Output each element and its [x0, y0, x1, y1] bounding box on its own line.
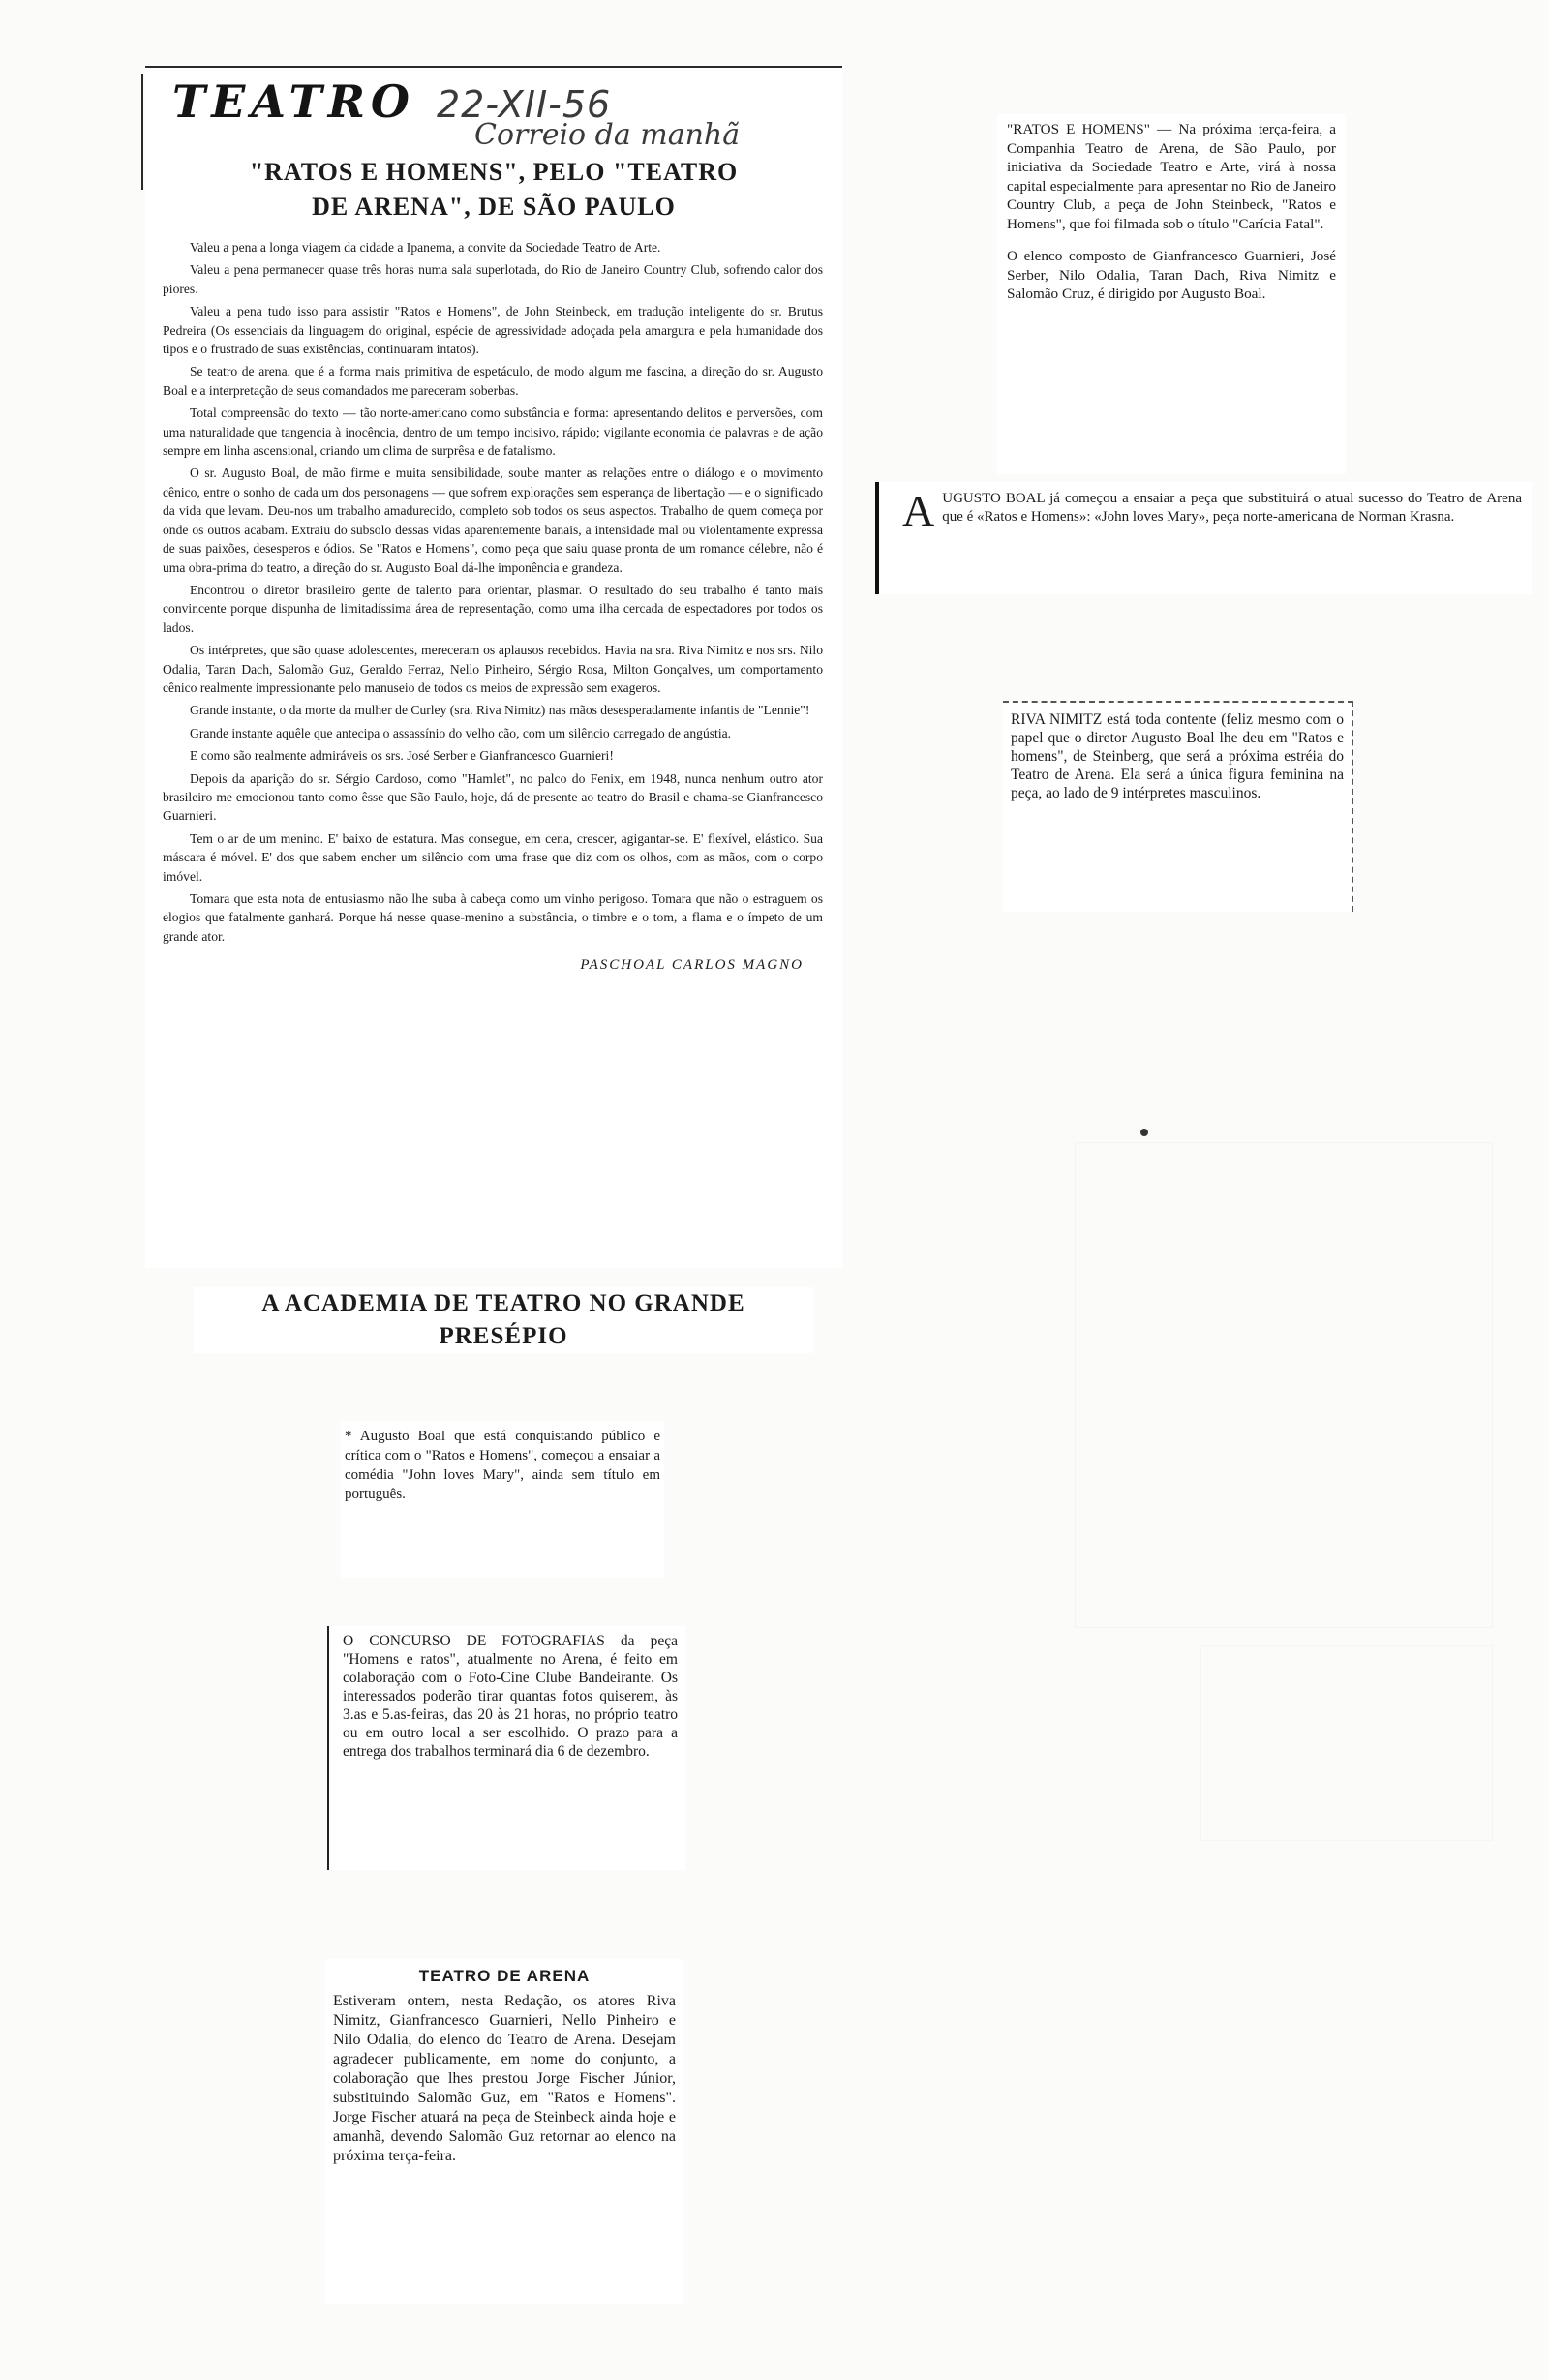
article-paragraph: Grande instante aquêle que antecipa o assassínio do velho cão, com um silêncio carregado de angústia.: [190, 725, 732, 740]
article-headline: [165, 155, 823, 225]
ratos-note: [997, 114, 1346, 474]
handwritten-date: 22-XII-56: [437, 83, 612, 126]
arena-note-text: Estiveram ontem, nesta Redação, os atores Riva Nimitz, Gianfrancesco Guarnieri, Nello Pinheiro e Nilo Odalia, do elenco do Teatro de Arena. Desejam agradecer publicamente, em nome do conjunto, a colaboração que lhes prestou Jorge Fischer Júnior, substituindo Salomão Guz, em "Ratos e Homens". Jorge Fischer atuará na peça de Steinbeck ainda hoje e amanhã, devendo Salomão Guz retornar ao elenco na próxima terça-feira.: [333, 1993, 676, 2164]
article-paragraph: Valeu a pena permanecer quase três horas numa sala superlotada, do Rio de Janeiro Country Club, sofrendo calor dos piores.: [163, 262, 823, 296]
concurso-note-text: O CONCURSO DE FOTOGRAFIAS da peça "Homens e ratos", atualmente no Arena, é feito em colaboração com o Foto-Cine Clube Bandeirante. Os interessados poderão tirar quantas fotos quiserem, às 3.as e 5.as-feiras, das 20 às 21 horas, no próprio teatro ou em outro local a ser escolhido. O prazo para a entrega dos trabalhos terminará dia 6 de dezembro.: [343, 1633, 678, 1760]
arena-note-title: TEATRO DE ARENA: [418, 1967, 591, 1985]
handwritten-source: Correio da manhã: [474, 118, 741, 152]
ratos-note-paragraph-1: "RATOS E HOMENS" — Na próxima terça-feira, a Companhia Teatro de Arena, de São Paulo, por iniciativa da Sociedade Teatro e Arte, virá à nossa capital especialmente para apresentar no Rio de Janeiro Country Club, a peça de John Steinbeck, "Ratos e Homens", que foi filmada sob o título "Carícia Fatal".: [1007, 121, 1336, 232]
academia-note-text: * Augusto Boal que está conquistando público e crítica com o "Ratos e Homens", começou a ensaiar a comédia "John loves Mary", ainda sem título em português.: [345, 1429, 660, 1502]
article-paragraph: Encontrou o diretor brasileiro gente de talento para orientar, plasmar. O resultado do seu trabalho é tanto mais convincente porque dispunha de limitadíssima área de representação, como uma ilha cercada de espectadores por todos os lados.: [163, 582, 823, 635]
article-paragraph: O sr. Augusto Boal, de mão firme e muita sensibilidade, soube manter as relações entre o diálogo e o movimento cênico, entre o sonho de cada um dos personagens — que sofrem explorações sem esperança de libertação — e o significado da vida que levam. Deu-nos um trabalho amadurecido, completo sob todos os seus aspectos. Trabalho de quem começa por onde os outros acabam. Extraiu do subsolo dessas vidas aparentemente banais, a intensidade mal ou violentamente expressa de suas paixões, desesperos e ódios. Se "Ratos e Homens", como peça que saiu quase pronta de um romance célebre, não é uma obra-prima do teatro, a direção do sr. Augusto Boal dá-lhe imponência e grandeza.: [163, 466, 823, 575]
article-paragraph: Os intérpretes, que são quase adolescentes, mereceram os aplausos recebidos. Havia na sra. Riva Nimitz e nos srs. Nilo Odalia, Taran Dach, Salomão Guz, Geraldo Ferraz, Nello Pinheiro, Sérgio Rosa, Milton Gonçalves, um comportamento cênico realmente impressionante pelo manuseio de todos os meios de expressão sem exageros.: [163, 643, 823, 695]
article-paragraph: Valeu a pena a longa viagem da cidade a Ipanema, a convite da Sociedade Teatro de Arte.: [190, 240, 661, 255]
riva-note: [1003, 701, 1353, 912]
article-paragraph: Depois da aparição do sr. Sérgio Cardoso, como "Hamlet", no palco do Fenix, em 1948, nunca nenhum outro ator brasileiro me emocionou tanto como êsse que São Paulo, hoje, dá de presente ao teatro do Brasil e chama-se Gianfrancesco Guarnieri.: [163, 770, 823, 824]
pin-mark: [1140, 1129, 1148, 1136]
article-paragraph: Se teatro de arena, que é a forma mais primitiva de espetáculo, de modo algum me fascina, a direção do sr. Augusto Boal e a interpretação de seus comandados me pareceram soberbas.: [163, 364, 823, 398]
augusto-note-text: UGUSTO BOAL já começou a ensaiar a peça que substituirá o atual sucesso do Teatro de Arena que é «Ratos e Homens»: «John loves Mary», peça norte-americana de Norman Krasna.: [942, 491, 1522, 525]
article-paragraph: Tem o ar de um menino. E' baixo de estatura. Mas consegue, em cena, crescer, agigantar-se. E' flexível, elástico. Sua máscara é móvel. E' dos que sabem encher um silêncio com uma frase que diz com os olhos, com as mãos, com o corpo imóvel.: [163, 830, 823, 884]
ghost-impression: [1075, 1142, 1493, 1628]
article-paragraph: E como são realmente admiráveis os srs. José Serber e Gianfrancesco Guarnieri!: [190, 748, 614, 764]
article-paragraph: Valeu a pena tudo isso para assistir "Ratos e Homens", de John Steinbeck, em tradução inteligente do sr. Brutus Pedreira (Os essenciais da linguagem do original, espécie de agressividade adoçada pela amargura e pela humanidade dos tipos e o frustrado de suas existências, continuaram intatos).: [163, 304, 823, 357]
article-body: [145, 238, 842, 946]
academia-headline-line-1: A ACADEMIA DE TEATRO NO GRANDE: [261, 1290, 745, 1316]
concurso-note: [327, 1626, 685, 1870]
article-paragraph: Tomara que esta nota de entusiasmo não lhe suba à cabeça como um vinho perigoso. Tomara que não o estraguem os elogios que fatalmente ganhará. Porque há nesse quase-menino a substância, o timbre e o tom, a flama e o ímpeto de um grande ator.: [163, 891, 823, 944]
ghost-impression: [1200, 1645, 1493, 1841]
article-paragraph: Total compreensão do texto — tão norte-americano como substância e forma: apresentando delitos e perversões, com uma naturalidade que tangencia à inocência, dentro de um tempo incisivo, rápido; vigilante economia de palavras e de ação sempre em linha ascensional, criando um clima de surprêsa e de fatalismo.: [163, 406, 823, 459]
riva-note-text: RIVA NIMITZ está toda contente (feliz mesmo com o papel que o diretor Augusto Boal lhe deu em "Ratos e homens", de Steinberg, que será a próxima estréia do Teatro de Arena. Ela será a única figura feminina na peça, ao lado de 9 intérpretes masculinos.: [1011, 711, 1344, 801]
augusto-dropcap: A: [902, 486, 935, 535]
main-article-clipping: [145, 66, 842, 1268]
section-title: TEATRO: [172, 75, 415, 128]
academia-headline: [194, 1287, 813, 1353]
academia-headline-line-2: PRESÉPIO: [439, 1323, 568, 1349]
byline: PASCHOAL CARLOS MAGNO: [580, 957, 804, 974]
headline-line-1: "RATOS E HOMENS", PELO "TEATRO: [249, 158, 739, 186]
article-paragraph: Grande instante, o da morte da mulher de Curley (sra. Riva Nimitz) nas mãos desesperadamente infantis de "Lennie"!: [190, 703, 810, 718]
ratos-note-paragraph-2: O elenco composto de Gianfrancesco Guarnieri, José Serber, Nilo Odalia, Taran Dach, Riva Nimitz e Salomão Cruz, é dirigido por Augusto Boal.: [1007, 248, 1336, 302]
headline-line-2: DE ARENA", DE SÃO PAULO: [312, 193, 676, 221]
academia-note: [341, 1421, 664, 1578]
augusto-note: [875, 482, 1532, 594]
column-rule: [141, 74, 143, 190]
arena-note: [325, 1959, 683, 2304]
